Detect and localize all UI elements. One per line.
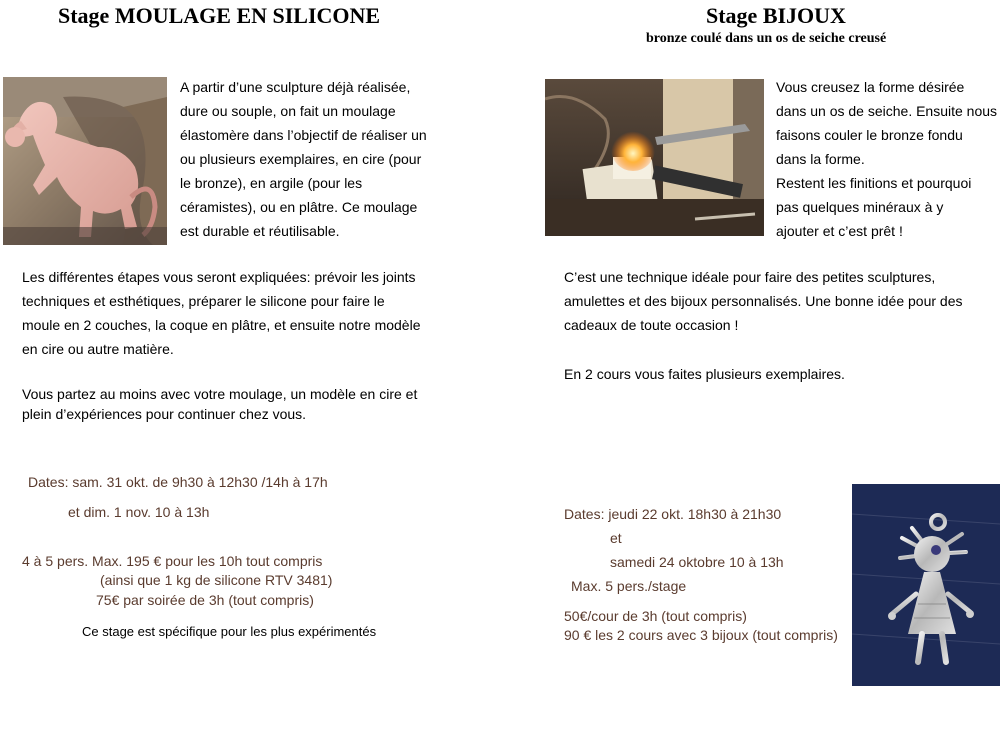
- left-steps-text: [22, 265, 420, 361]
- left-price-line-3: 75€ par soirée de 3h (tout compris): [96, 592, 314, 608]
- right-courses-text: En 2 cours vous faites plusieurs exemplaires.: [564, 366, 845, 382]
- right-dates-line-2: et: [610, 530, 622, 546]
- right-title: Stage BIJOUX: [706, 3, 846, 28]
- right-technique-line: C’est une technique idéale pour faire des petites sculptures,: [564, 269, 936, 285]
- left-price-line-1: 4 à 5 pers. Max. 195 € pour les 10h tout compris: [22, 553, 323, 569]
- left-intro-line: dure ou souple, on fait un moulage: [180, 103, 396, 119]
- left-steps-line: en cire ou autre matière.: [22, 341, 174, 357]
- left-steps-line: moule en 2 couches, la coque en plâtre, et ensuite notre modèle: [22, 317, 421, 333]
- left-intro-line: A partir d’une sculpture déjà réalisée,: [180, 79, 411, 95]
- right-intro-line: dans la forme.: [776, 151, 865, 167]
- right-price-line-1: 50€/cour de 3h (tout compris): [564, 608, 747, 624]
- left-note: Ce stage est spécifique pour les plus expérimentés: [82, 624, 377, 639]
- right-finish-line: ajouter et c’est prêt !: [776, 223, 903, 239]
- left-outcome-line: plein d’expériences pour continuer chez vous.: [22, 406, 307, 422]
- horse-sculpture-photo: [3, 77, 167, 245]
- left-steps-line: techniques et esthétiques, préparer le silicone pour faire le: [22, 293, 385, 309]
- left-intro-line: le bronze), en argile (pour les: [180, 175, 363, 191]
- right-dates-line-4: Max. 5 pers./stage: [571, 578, 687, 594]
- left-dates-line-2: et dim. 1 nov. 10 à 13h: [68, 504, 210, 520]
- right-intro-line: faisons couler le bronze fondu: [776, 127, 963, 143]
- silver-pendant-photo: [852, 484, 1000, 686]
- right-technique-text: [564, 265, 962, 337]
- right-technique-line: amulettes et des bijoux personnalisés. Une bonne idée pour des: [564, 293, 963, 309]
- right-intro-text: [776, 75, 997, 243]
- right-subtitle: bronze coulé dans un os de seiche creusé: [646, 31, 887, 46]
- right-intro-line: dans un os de seiche. Ensuite nous: [776, 103, 998, 119]
- left-outcome-text: [22, 384, 417, 424]
- left-intro-line: est durable et réutilisable.: [180, 223, 340, 239]
- bronze-casting-photo: [545, 79, 764, 236]
- left-intro-line: élastomère dans l’objectif de réaliser un: [180, 127, 427, 143]
- right-technique-line: cadeaux de toute occasion !: [564, 317, 739, 333]
- left-intro-line: ou plusieurs exemplaires, en cire (pour: [180, 151, 422, 167]
- left-intro-text: [180, 75, 427, 243]
- right-intro-line: Vous creusez la forme désirée: [776, 79, 965, 95]
- right-dates-line-1: Dates: jeudi 22 okt. 18h30 à 21h30: [564, 506, 782, 522]
- left-outcome-line: Vous partez au moins avec votre moulage, un modèle en cire et: [22, 386, 418, 402]
- right-finish-line: Restent les finitions et pourquoi: [776, 175, 972, 191]
- right-price-line-2: 90 € les 2 cours avec 3 bijoux (tout compris): [564, 627, 838, 643]
- left-intro-line: céramistes), ou en plâtre. Ce moulage: [180, 199, 418, 215]
- left-steps-line: Les différentes étapes vous seront expliquées: prévoir les joints: [22, 269, 416, 285]
- right-finish-line: pas quelques minéraux à y: [776, 199, 944, 215]
- right-dates-line-3: samedi 24 oktobre 10 à 13h: [610, 554, 784, 570]
- left-dates-line-1: Dates: sam. 31 okt. de 9h30 à 12h30 /14h à 17h: [28, 474, 328, 490]
- left-price-line-2: (ainsi que 1 kg de silicone RTV 3481): [100, 572, 333, 588]
- left-title: Stage MOULAGE EN SILICONE: [58, 3, 381, 28]
